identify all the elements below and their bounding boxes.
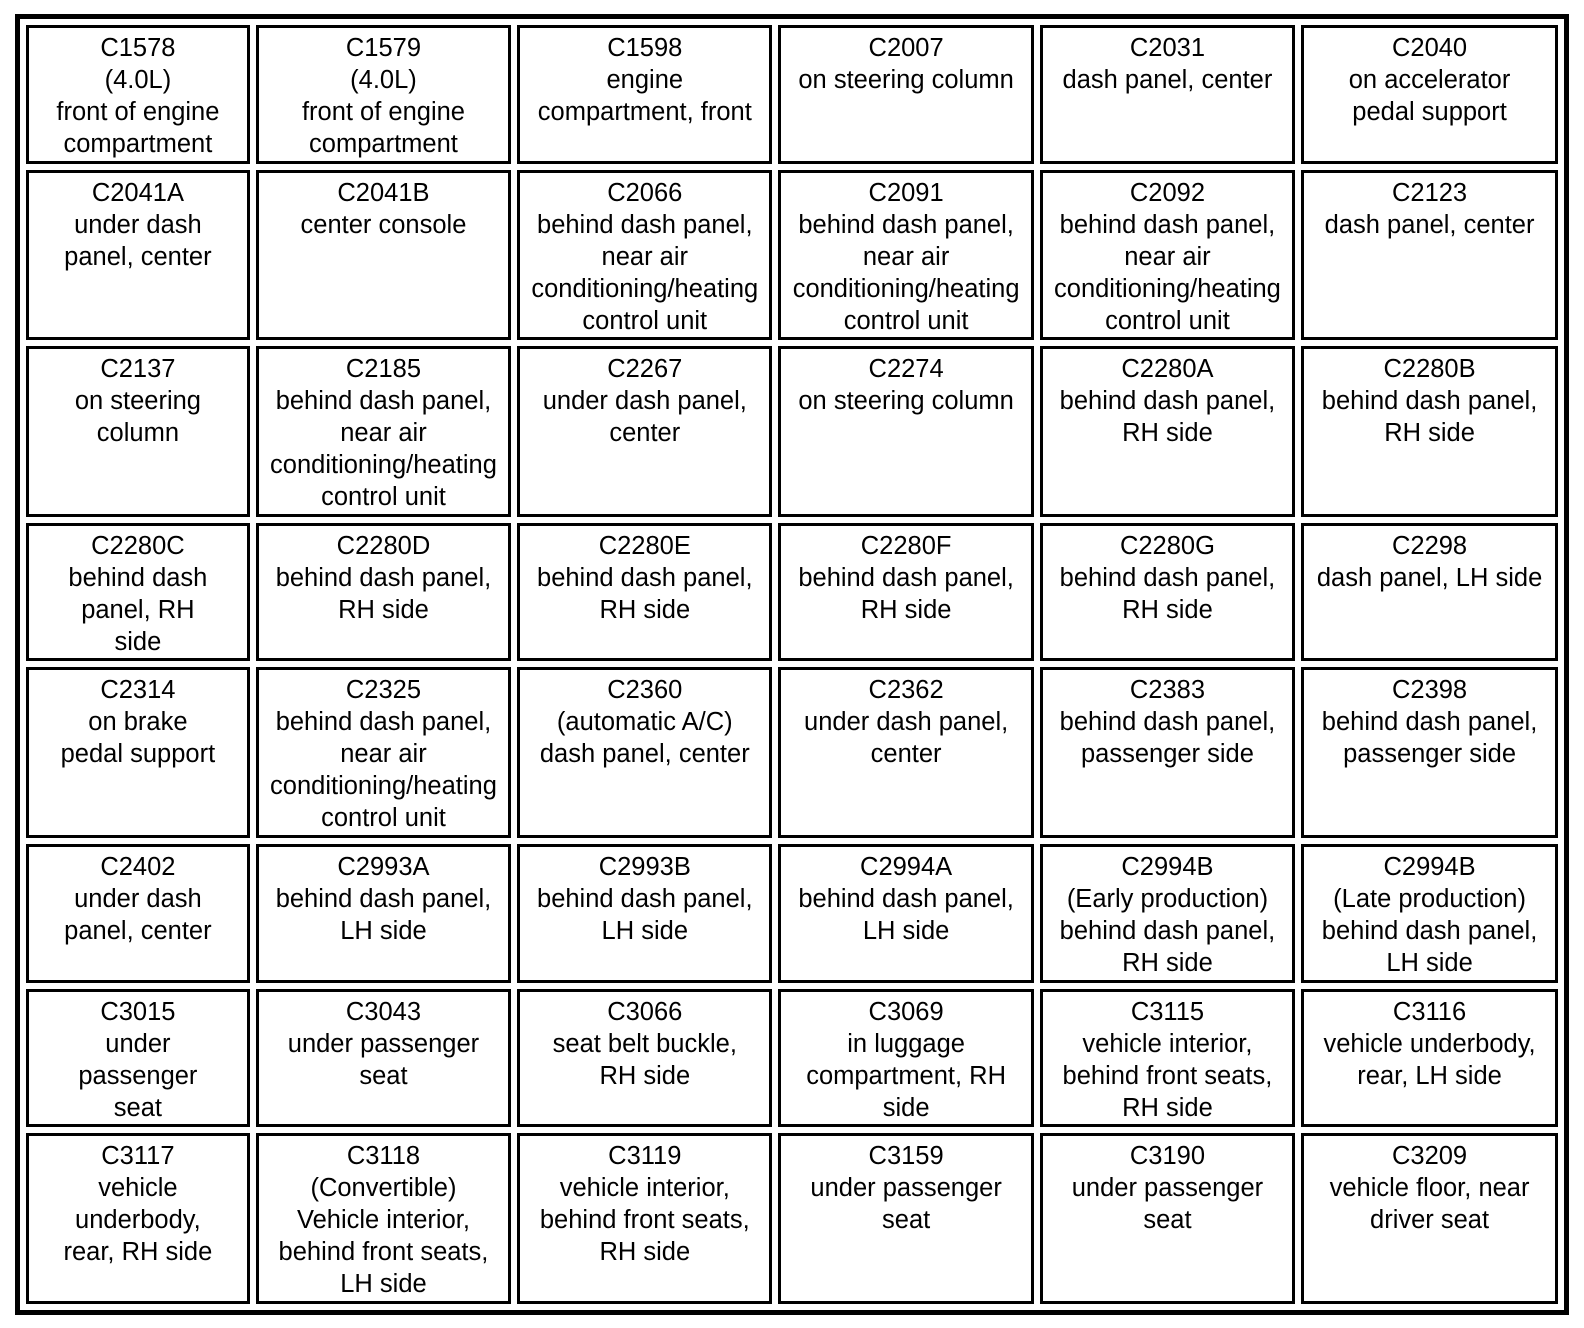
table-row [26, 844, 1558, 983]
connector-location-text: behind dash panel, near air conditioning/heating control unit [1054, 210, 1281, 335]
connector-location-text: dash panel, LH side [1316, 563, 1543, 592]
connector-location-text: behind dash panel, RH side [1059, 387, 1276, 448]
connector-location-text: (automatic A/C) dash panel, center [539, 708, 750, 769]
connector-cell [517, 1133, 772, 1304]
connector-location-text: center console [300, 210, 467, 239]
connector-code: C2402 [100, 853, 176, 882]
connector-code: C2314 [100, 676, 176, 705]
connector-code: C3159 [868, 1142, 944, 1171]
connector-code: C2325 [345, 676, 422, 705]
connector-cell [778, 667, 1033, 838]
connector-cell [26, 667, 250, 838]
connector-location-text: vehicle underbody, rear, LH side [1323, 1029, 1536, 1090]
connector-code: C2031 [1129, 34, 1206, 62]
connector-code: C1579 [345, 34, 422, 62]
connector-code: C2383 [1129, 676, 1206, 705]
connector-cell [1301, 1133, 1558, 1304]
connector-code: C3115 [1130, 997, 1205, 1026]
connector-location-text: behind dash panel, near air conditioning/heating control unit [531, 210, 759, 335]
connector-code: C2185 [345, 355, 422, 384]
connector-cell [26, 523, 250, 662]
connector-cell [1040, 1133, 1295, 1304]
connector-cell [517, 523, 772, 662]
connector-cell [1301, 346, 1558, 517]
connector-location-text: behind dash panel, LH side [537, 885, 753, 946]
connector-code: C3117 [101, 1142, 175, 1171]
connector-cell [256, 667, 511, 838]
connector-location-text: behind dash panel, RH side [798, 563, 1014, 624]
connector-code: C2398 [1391, 676, 1468, 705]
connector-code: C2280C [91, 531, 185, 560]
table-row [26, 1133, 1558, 1304]
connector-location-text: under passenger seat [1071, 1174, 1264, 1235]
connector-cell [256, 1133, 511, 1304]
connector-cell [26, 844, 250, 983]
connector-location-text: behind dash panel, RH side [537, 563, 753, 624]
connector-cell [517, 170, 772, 341]
connector-location-text: under dash panel, center [804, 708, 1009, 769]
connector-cell [1040, 346, 1295, 517]
connector-cell [256, 989, 511, 1128]
connector-code: C2274 [868, 355, 944, 384]
connector-location-text: under passenger seat [287, 1029, 480, 1090]
connector-cell [256, 523, 511, 662]
connector-location-text: behind dash panel, RH side [1059, 563, 1276, 624]
connector-code: C1578 [100, 34, 176, 62]
connector-cell [778, 844, 1033, 983]
connector-location-text: vehicle underbody, rear, RH side [63, 1174, 213, 1267]
connector-location-text: on steering column [798, 387, 1014, 416]
connector-location-text: dash panel, center [1062, 66, 1273, 94]
connector-code: C2007 [868, 34, 944, 62]
connector-location-text: behind dash panel, RH side [275, 563, 492, 624]
connector-cell [778, 25, 1033, 164]
connector-location-text: (4.0L) front of engine compartment [56, 66, 220, 158]
connector-code: C2040 [1391, 34, 1468, 62]
connector-location-text: on steering column [798, 66, 1014, 94]
connector-cell [1040, 844, 1295, 983]
connector-code: C2041B [337, 178, 430, 207]
connector-cell [517, 346, 772, 517]
connector-location-text: behind dash panel, passenger side [1059, 708, 1276, 769]
connector-location-text: behind dash panel, RH side [68, 563, 208, 656]
connector-code: C2066 [607, 178, 683, 207]
connector-cell [778, 1133, 1033, 1304]
connector-location-text: dash panel, center [1324, 210, 1535, 239]
connector-location-text: on brake pedal support [60, 708, 216, 769]
connector-code: C2994B [1121, 853, 1214, 882]
connector-location-text: on accelerator pedal support [1348, 66, 1511, 126]
connector-location-text: under passenger seat [78, 1029, 198, 1122]
connector-cell [256, 25, 511, 164]
connector-code: C3043 [345, 997, 422, 1026]
connector-location-text: (Early production) behind dash panel, RH side [1059, 885, 1276, 978]
connector-cell [256, 170, 511, 341]
connector-cell [256, 346, 511, 517]
connector-location-text: vehicle interior, behind front seats, RH side [1062, 1029, 1273, 1122]
connector-location-text: seat belt buckle, RH side [552, 1029, 737, 1090]
connector-code: C2267 [607, 355, 683, 384]
connector-code: C3119 [608, 1142, 682, 1171]
table-row [26, 667, 1558, 838]
connector-code: C2280B [1383, 355, 1476, 384]
table-row [26, 170, 1558, 341]
connector-cell [1301, 170, 1558, 341]
connector-cell [517, 989, 772, 1128]
connector-location-table [20, 19, 1564, 1310]
connector-code: C2994A [860, 853, 953, 882]
connector-location-text: behind dash panel, passenger side [1321, 708, 1538, 769]
connector-cell [1301, 25, 1558, 164]
connector-location-table-frame [15, 14, 1569, 1315]
connector-cell [1301, 989, 1558, 1128]
connector-location-text: behind dash panel, near air conditioning/heating control unit [270, 387, 497, 512]
connector-cell [1301, 523, 1558, 662]
table-row [26, 25, 1558, 164]
connector-location-text: (4.0L) front of engine compartment [301, 66, 465, 158]
connector-location-text: in luggage compartment, RH side [806, 1029, 1007, 1122]
table-row [26, 523, 1558, 662]
connector-code: C2280F [860, 531, 952, 560]
connector-code: C2280G [1119, 531, 1215, 560]
connector-cell [26, 989, 250, 1128]
connector-location-text: under dash panel, center [542, 387, 747, 448]
connector-location-text: under passenger seat [810, 1174, 1002, 1235]
table-row [26, 346, 1558, 517]
connector-code: C3118 [346, 1142, 421, 1171]
connector-cell [26, 25, 250, 164]
connector-cell [517, 844, 772, 983]
connector-code: C2137 [100, 355, 176, 384]
connector-cell [778, 346, 1033, 517]
connector-cell [26, 1133, 250, 1304]
connector-cell [778, 989, 1033, 1128]
connector-code: C2993A [337, 853, 430, 882]
connector-code: C3066 [607, 997, 683, 1026]
connector-location-text: (Convertible) Vehicle interior, behind front seats, LH side [278, 1174, 489, 1299]
connector-code: C3015 [100, 997, 176, 1026]
connector-location-text: on steering column [74, 387, 201, 448]
connector-code: C1598 [607, 34, 683, 62]
connector-cell [1040, 989, 1295, 1128]
connector-location-text: vehicle floor, near driver seat [1329, 1174, 1530, 1235]
connector-cell [1040, 523, 1295, 662]
connector-location-text: engine compartment, front [537, 66, 752, 126]
connector-cell [517, 667, 772, 838]
connector-cell [778, 170, 1033, 341]
connector-cell [1301, 667, 1558, 838]
connector-location-text: behind dash panel, RH side [1321, 387, 1538, 448]
connector-code: C2091 [868, 178, 944, 207]
connector-code: C3116 [1392, 997, 1467, 1026]
connector-cell [1040, 170, 1295, 341]
connector-code: C2994B [1383, 853, 1476, 882]
connector-cell [517, 25, 772, 164]
connector-location-text: behind dash panel, near air conditioning/heating control unit [792, 210, 1020, 335]
connector-location-text: vehicle interior, behind front seats, RH side [539, 1174, 750, 1267]
connector-code: C2280D [336, 531, 431, 560]
connector-cell [778, 523, 1033, 662]
connector-code: C3209 [1391, 1142, 1468, 1171]
connector-code: C2360 [607, 676, 683, 705]
connector-location-text: behind dash panel, LH side [798, 885, 1014, 946]
connector-code: C2993B [598, 853, 691, 882]
connector-code: C2298 [1391, 531, 1468, 560]
connector-code: C3190 [1129, 1142, 1206, 1171]
connector-cell [1040, 25, 1295, 164]
connector-code: C2362 [868, 676, 944, 705]
connector-code: C2092 [1129, 178, 1206, 207]
connector-location-text: (Late production) behind dash panel, LH side [1321, 885, 1538, 978]
connector-cell [256, 844, 511, 983]
connector-cell [26, 346, 250, 517]
table-row [26, 989, 1558, 1128]
connector-location-text: behind dash panel, LH side [275, 885, 492, 946]
connector-location-text: under dash panel, center [64, 885, 212, 946]
connector-location-text: under dash panel, center [64, 210, 212, 271]
connector-code: C2280A [1121, 355, 1214, 384]
connector-code: C2041A [91, 178, 184, 207]
connector-code: C2280E [598, 531, 691, 560]
connector-cell [1301, 844, 1558, 983]
connector-cell [1040, 667, 1295, 838]
connector-code: C3069 [868, 997, 944, 1026]
table-body [26, 25, 1558, 1304]
connector-location-text: behind dash panel, near air conditioning/heating control unit [270, 708, 497, 833]
connector-cell [26, 170, 250, 341]
connector-code: C2123 [1391, 178, 1468, 207]
